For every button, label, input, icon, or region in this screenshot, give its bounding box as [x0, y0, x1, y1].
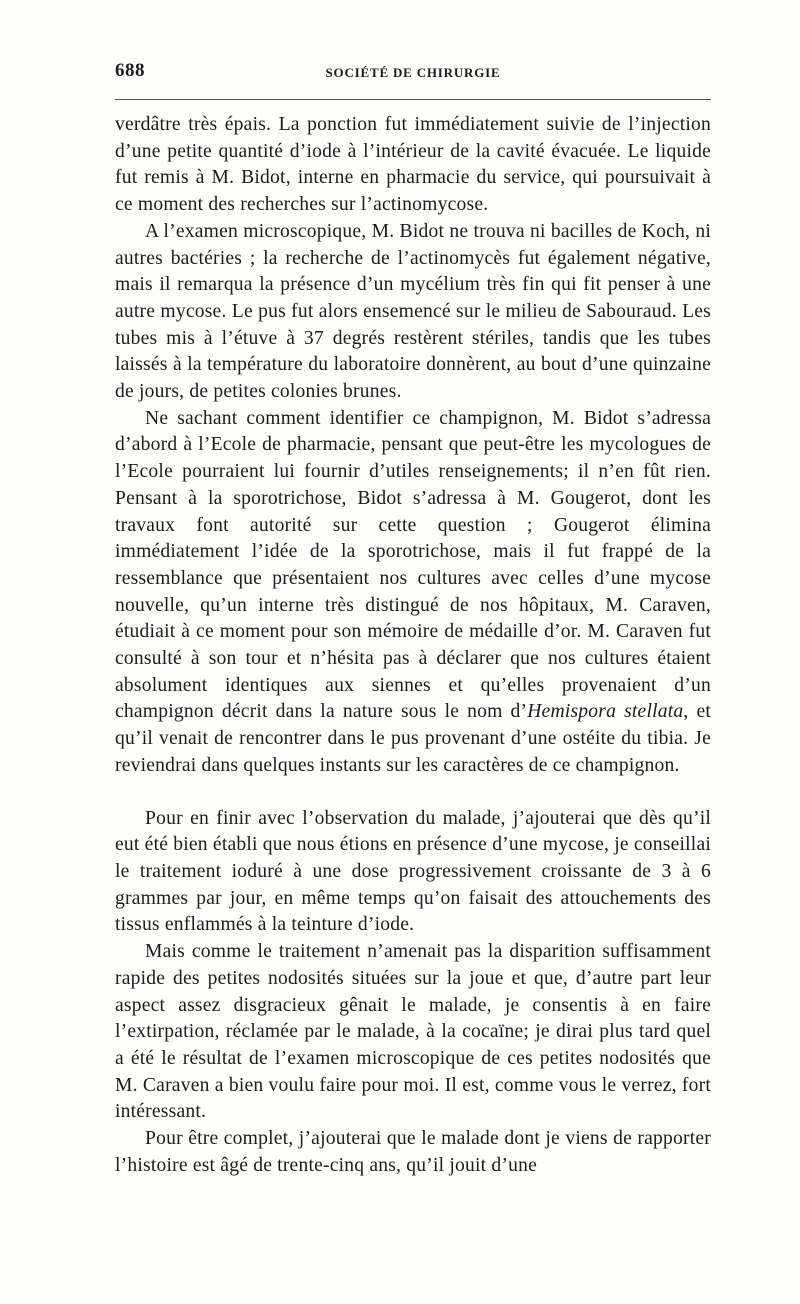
paragraph: [115, 406, 711, 780]
page-header: [115, 56, 711, 84]
paragraph: verdâtre très épais. La ponction fut immédiatement suivie de l’injection d’une petite quantité d’iode à l’intérieur de la cavité évacuée. Le liquide fut remis à M. Bidot, interne en pharmacie du service, qui poursuivait à ce moment des recherches sur l’actinomycose.: [115, 114, 711, 216]
running-title: SOCIÉTÉ DE CHIRURGIE: [325, 65, 501, 80]
paragraph: Pour être complet, j’ajouterai que le malade dont je viens de rapporter l’histoire est âgé de trente-cinq ans, qu’il jouit d’une: [115, 1128, 711, 1176]
paragraph: A l’examen microscopique, M. Bidot ne trouva ni bacilles de Koch, ni autres bactéries ; la recherche de l’actinomycès fut également négative, mais il remarqua la présence d’un mycélium très fin qui fit penser à une autre mycose. Le pus fut alors ensemencé sur le milieu de Sabouraud. Les tubes mis à l’étuve à 37 degrés restèrent stériles, tandis que les tubes laissés à la température du laboratoire donnèrent, au bout d’une quinzaine de jours, de petites colonies brunes.: [115, 220, 711, 403]
paragraph-text: , et qu’il venait de rencontrer dans le pus provenant d’une ostéite du tibia. Je reviendrai dans quelques instants sur les caractères de ce champignon.: [115, 701, 711, 776]
paragraph: Mais comme le traitement n’amenait pas la disparition suffisamment rapide des petites nodosités situées sur la joue et que, d’autre part leur aspect assez disgracieux gênait le malade, je consentis à en faire l’extirpation, réclamée par le malade, à la cocaïne; je dirai plus tard quel a été le résultat de l’examen microscopique de ces petites nodosités que M. Caraven a bien voulu faire pour moi. Il est, comme vous le verrez, fort intéressant.: [115, 941, 711, 1123]
paragraph-text: Ne sachant comment identifier ce champignon, M. Bidot s’adressa d’abord à l’Ecole de pharmacie, pensant que peut-être les mycologues de l’Ecole pourraient lui fournir d’utiles renseignements; il n’en fût rien. Pensant à la sporotrichose, Bidot s’adressa à M. Gougerot, dont les travaux font autorité sur cette question ; Gougerot élimina immédiatement l’idée de la sporotrichose, mais il fut frappé de la ressemblance que présentaient nos cultures avec celles d’une mycose nouvelle, qu’un interne très distingué de nos hôpitaux, M. Caraven, étudiait à ce moment pour son mémoire de médaille d’or. M. Caraven fut consulté à son tour et n’hésita pas à déclarer que nos cultures étaient absolument identiques aux siennes et qu’elles provenaient d’un champignon décrit dans la nature sous le nom d’: [115, 407, 711, 723]
species-name: Hemispora stellata: [527, 701, 684, 723]
header-rule: [115, 99, 711, 100]
body-text: [115, 112, 711, 1179]
page-number: 688: [115, 60, 145, 81]
paragraph: Pour en finir avec l’observation du malade, j’ajouterai que dès qu’il eut été bien établi que nous étions en présence d’une mycose, je conseillai le traitement ioduré à une dose progressivement croissante de 3 à 6 grammes par jour, en même temps qu’on faisait des attouchements des tissus enflammés à la teinture d’iode.: [115, 807, 711, 936]
